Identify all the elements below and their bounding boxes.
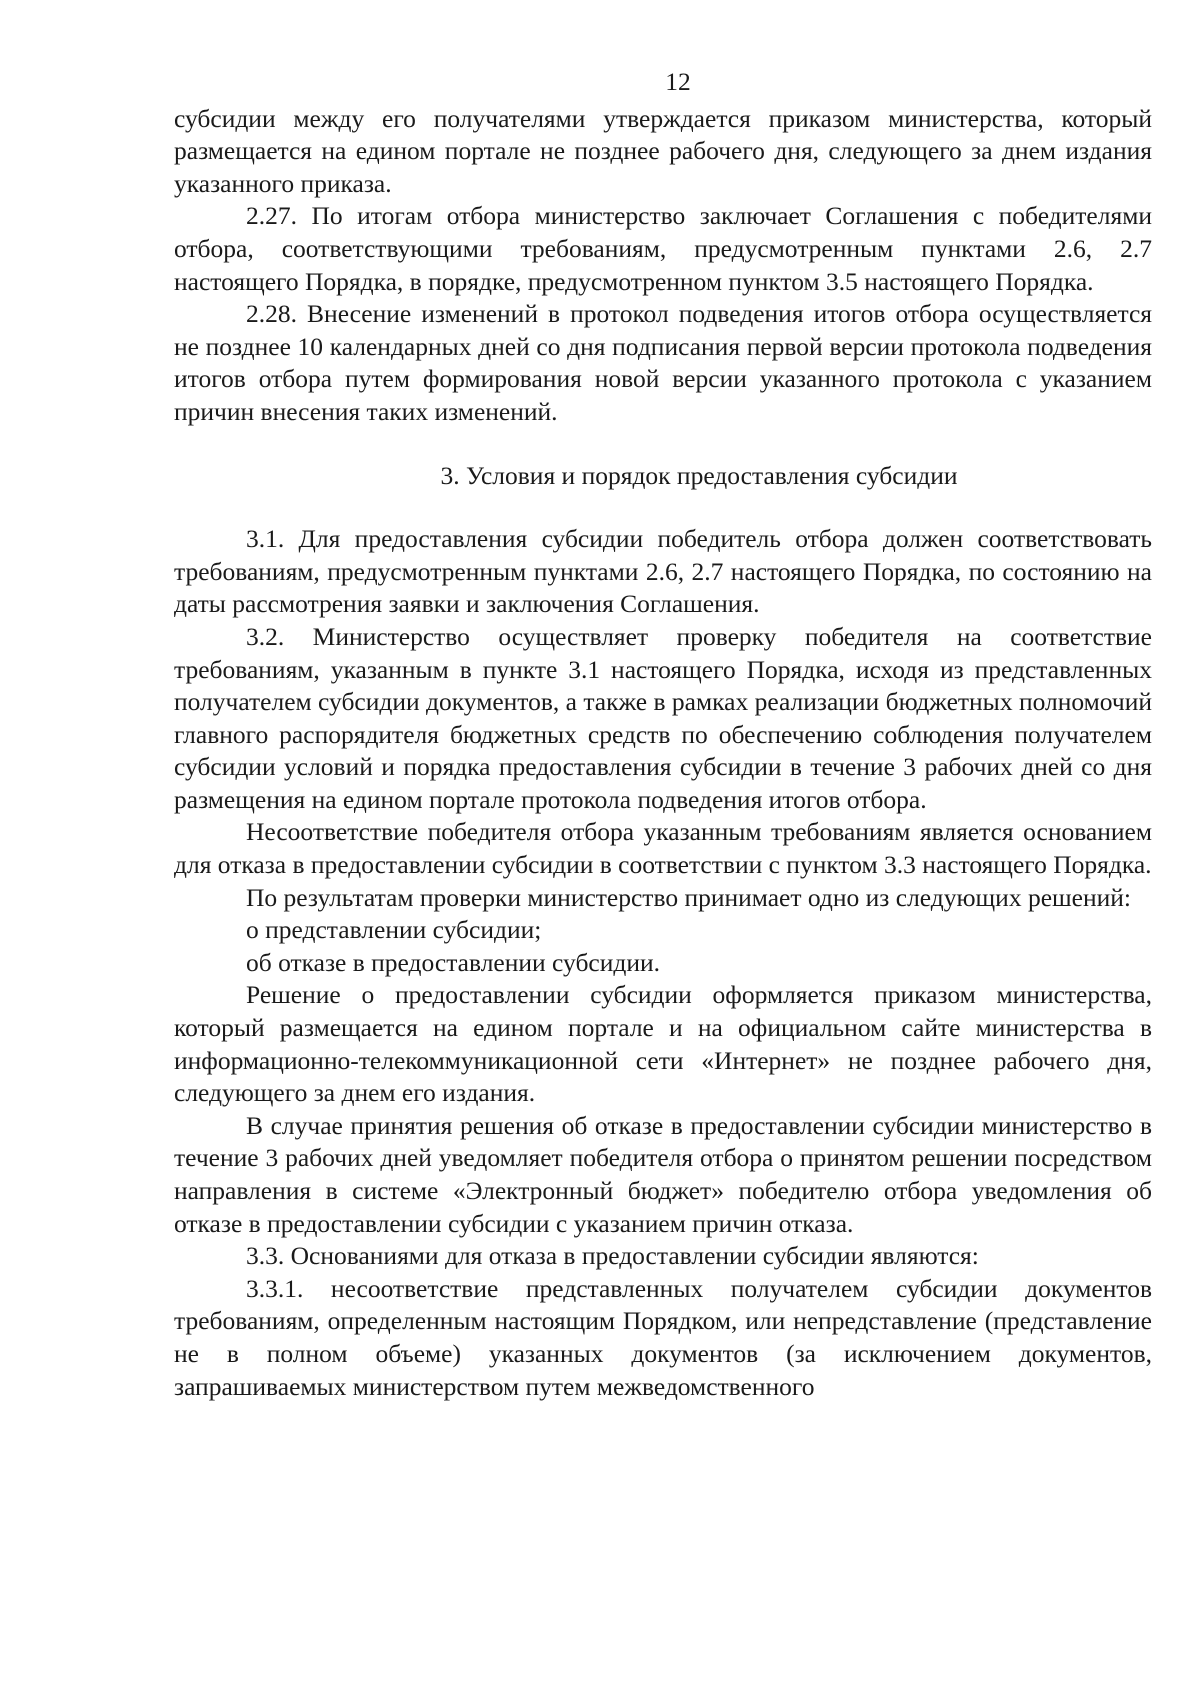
- paragraph-3-2: 3.2. Министерство осуществляет проверку победителя на соответствие требованиям, указанным в пункте 3.1 настоящего Порядка, исходя из представленных получателем субсидии документов, а также в рамках реализации бюджетных полномочий главного распорядителя бюджетных средств по обеспечению соблюдения получателем субсидии условий и порядка предоставления субсидии в течение 3 рабочих дней со дня размещения на едином портале протокола подведения итогов отбора.: [174, 621, 1152, 814]
- list-item-grant: о представлении субсидии;: [246, 915, 542, 945]
- page-number: 12: [665, 67, 691, 96]
- paragraph-3-3: 3.3. Основаниями для отказа в предоставлении субсидии являются:: [246, 1241, 979, 1271]
- paragraph-refusal-notice: В случае принятия решения об отказе в предоставлении субсидии министерство в течение 3 рабочих дней уведомляет победителя отбора о принятом решении посредством направления в системе «Электронный бюджет» победителю отбора уведомления об отказе в предоставлении субсидии с указанием причин отказа.: [174, 1110, 1152, 1238]
- paragraph-results: По результатам проверки министерство принимает одно из следующих решений:: [246, 882, 1132, 912]
- document-page: [174, 66, 1152, 1403]
- paragraph-decision: Решение о предоставлении субсидии оформляется приказом министерства, который размещается на едином портале и на официальном сайте министерства в информационно-телекоммуникационной сети «Интернет» не позднее рабочего дня, следующего за днем его издания.: [174, 980, 1152, 1108]
- section-title: 3. Условия и порядок предоставления субсидии: [440, 460, 958, 490]
- paragraphs-before-section: [174, 103, 1152, 429]
- paragraphs-after-section: [174, 523, 1152, 1403]
- paragraph-3-1: 3.1. Для предоставления субсидии победитель отбора должен соответствовать требованиям, предусмотренным пунктами 2.6, 2.7 настоящего Порядка, по состоянию на даты рассмотрения заявки и заключения Соглашения.: [174, 524, 1152, 619]
- list-item-refuse: об отказе в предоставлении субсидии.: [246, 947, 661, 977]
- paragraph-non-compliance: Несоответствие победителя отбора указанным требованиям является основанием для отказа в предоставлении субсидии в соответствии с пунктом 3.3 настоящего Порядка.: [174, 817, 1152, 880]
- paragraph-2-28: 2.28. Внесение изменений в протокол подведения итогов отбора осуществляется не позднее 10 календарных дней со дня подписания первой версии протокола подведения итогов отбора путем формирования новой версии указанного протокола с указанием причин внесения таких изменений.: [174, 299, 1152, 426]
- paragraph-2-27: 2.27. По итогам отбора министерство заключает Соглашения с победителями отбора, соответствующими требованиям, предусмотренным пунктами 2.6, 2.7 настоящего Порядка, в порядке, предусмотренном пунктом 3.5 настоящего Порядка.: [174, 201, 1152, 296]
- paragraph-3-3-1: 3.3.1. несоответствие представленных получателем субсидии документов требованиям, определенным настоящим Порядком, или непредставление (представление не в полном объеме) указанных документов (за исключением документов, запрашиваемых министерством путем межведомственного: [174, 1273, 1152, 1401]
- paragraph-continuation: субсидии между его получателями утверждается приказом министерства, который размещается на едином портале не позднее рабочего дня, следующего за днем издания указанного приказа.: [174, 103, 1152, 198]
